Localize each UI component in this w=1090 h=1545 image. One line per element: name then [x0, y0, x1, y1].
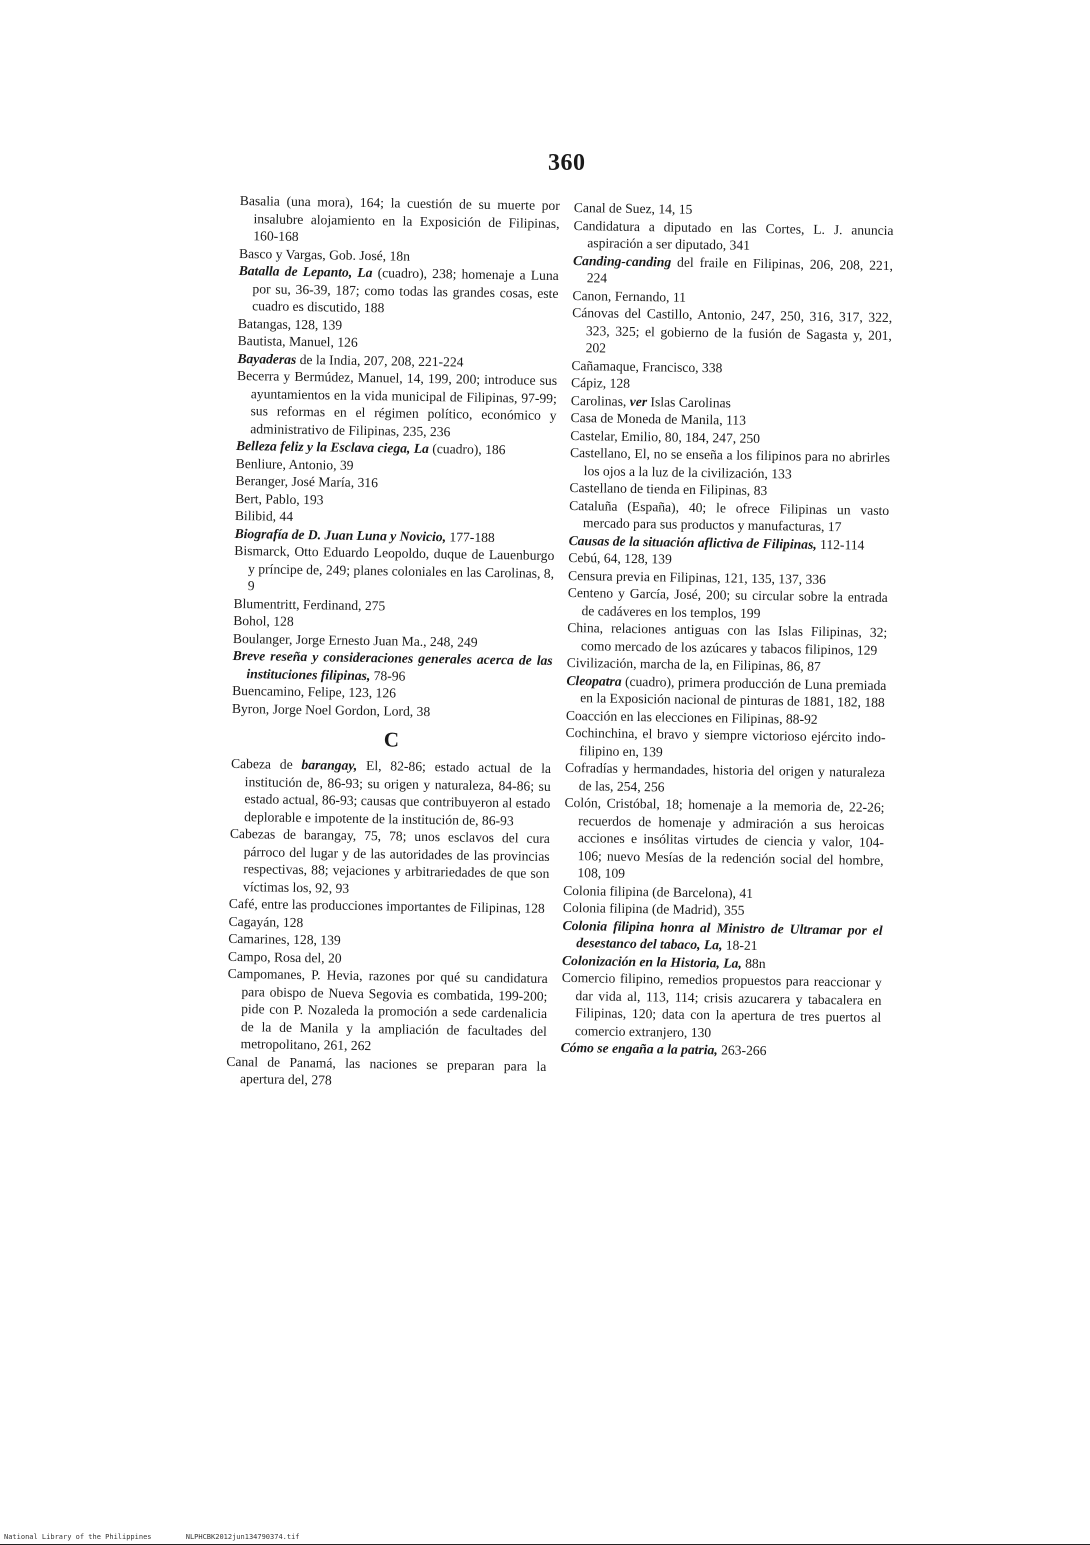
entry-text: Centeno y García, José, 200; su circular sobre la entrada de cadáveres en los templos, 199 — [567, 584, 888, 621]
entry-text: Bert, Pablo, 193 — [235, 490, 324, 507]
index-entry — [573, 216, 894, 256]
index-entry — [570, 444, 891, 484]
index-entry — [565, 724, 886, 764]
index-entry — [238, 262, 559, 320]
entry-text: Censura previa en Filipinas, 121, 135, 137, 336 — [567, 567, 827, 587]
entry-title-italic: Bayaderas — [237, 350, 297, 367]
entry-text: Café, entre las producciones importantes de Filipinas, 128 — [228, 895, 545, 916]
entry-italic-term: ver — [629, 393, 648, 409]
index-column-right — [561, 199, 894, 1061]
entry-title-italic: Batalla de Lepanto, La — [238, 262, 373, 281]
entry-text: Comercio filipino, remedios propuestos para reaccionar y dar vida al, 113, 114; crisis azucarera y tabacalera en Filipinas, 120; data con la apertura de tres puertos al comercio extranjero, 130 — [561, 969, 882, 1040]
entry-title-italic: Colonización en la Historia, La, — [561, 952, 742, 971]
entry-text: Buencamino, Felipe, 123, 126 — [232, 682, 397, 701]
entry-text: del fraile en Filipinas, 206, 208, 221, 224 — [586, 254, 894, 286]
entry-text: 177-188 — [445, 528, 495, 545]
entry-text: Cánovas del Castillo, Antonio, 247, 250, 316, 317, 322, 323, 325; el gobierno de la fusión de Sagasta y, 201, 202 — [572, 304, 893, 356]
entry-text: Canal de Panamá, las naciones se preparan para la apertura del, 278 — [226, 1053, 547, 1088]
entry-text: Benliure, Antonio, 39 — [235, 455, 354, 473]
entry-text: Boulanger, Jorge Ernesto Juan Ma., 248, 249 — [232, 630, 478, 650]
entry-text: Bismarck, Otto Eduardo Leopoldo, duque de Lauenburgo y príncipe de, 249; planes coloniales en las Carolinas, 8, 9 — [234, 542, 555, 594]
index-entry — [232, 647, 553, 687]
entry-text: Batangas, 128, 139 — [237, 315, 343, 333]
index-entry — [226, 1052, 547, 1092]
entry-text: Basco y Vargas, Gob. José, 18n — [238, 245, 411, 264]
entry-text: 112-114 — [816, 536, 865, 553]
entry-text: (cuadro), 186 — [428, 440, 506, 458]
index-entry — [569, 496, 890, 536]
entry-text: Cataluña (España), 40; le ofrece Filipinas un vasto mercado para sus productos y manufacturas, 17 — [569, 497, 890, 535]
entry-text: Colonia filipina (de Madrid), 355 — [562, 899, 745, 918]
entry-text: Canon, Fernando, 11 — [572, 287, 687, 305]
entry-text: Cápiz, 128 — [570, 374, 631, 391]
section-letter-heading: C — [383, 727, 400, 752]
footer-library: National Library of the Philippines — [4, 1533, 152, 1541]
index-entry — [567, 619, 888, 659]
index-entry — [561, 1039, 881, 1062]
entry-text: (cuadro), 238; homenaje a Luna por su, 36-39, 187; como todas las grandes cosas, este cuadro es discutido, 188 — [252, 265, 559, 316]
entry-text: Civilización, marcha de la, en Filipinas, 86, 87 — [566, 654, 821, 674]
entry-italic-term: barangay, — [301, 757, 358, 773]
entry-text: Cofradías y hermandades, historia del origen y naturaleza de las, 254, 256 — [564, 759, 886, 794]
index-entry — [232, 699, 552, 722]
entry-text: Bohol, 128 — [233, 612, 294, 629]
entry-text: Cañamaque, Francisco, 338 — [571, 357, 723, 375]
entry-text-continued: El, 82-86; estado actual de la institución de, 86-93; su origen y naturaleza, 84-86; su estado actual, 86-93; causas que contribuyeron al estado deplorable e impotente de la institución de, 86-93 — [244, 757, 552, 828]
entry-title-italic: Belleza feliz y la Esclava ciega, La — [235, 437, 430, 456]
entry-text: 88n — [741, 955, 766, 971]
index-entry — [563, 794, 884, 887]
index-entry — [230, 755, 551, 830]
entry-text: Castelar, Emilio, 80, 184, 247, 250 — [570, 427, 761, 446]
entry-text: Campomanes, P. Hevia, razones por qué su candidatura para obispo de Nueva Segovia es combatida, 199-200; pide con P. Nozaleda la promoción a sede cardenalicia de la de Manila y la ampliación de facultades del metropolitano, 261, 262 — [227, 965, 548, 1054]
entry-text: Carolinas, — [570, 392, 630, 409]
entry-title-italic: Breve reseña y consideraciones generales acerca de las instituciones filipinas, — [232, 647, 553, 683]
entry-text: Candidatura a diputado en las Cortes, L. J. anuncia aspiración a ser diputado, 341 — [573, 217, 894, 253]
entry-title-italic: Colonia filipina honra al Ministro de Ultramar por el desestanco del tabaco, La, — [562, 917, 883, 953]
entry-text: Castellano de tienda en Filipinas, 83 — [569, 479, 768, 499]
entry-text: Cebú, 64, 128, 139 — [568, 549, 672, 567]
entry-text: Basalia (una mora), 164; la cuestión de su muerte por insalubre alojamiento en la Exposición de Filipinas, 160-168 — [239, 192, 560, 244]
entry-title-italic: Causas de la situación aflictiva de Filipinas, — [568, 532, 817, 552]
index-entry — [239, 192, 560, 250]
index-column-left — [226, 192, 560, 1092]
index-entry — [566, 671, 887, 711]
index-entry — [572, 304, 893, 362]
entry-text: Colonia filipina (de Barcelona), 41 — [563, 882, 754, 901]
entry-text: 263-266 — [717, 1042, 767, 1059]
entry-text: Cabezas de barangay, 75, 78; unos esclavos del cura párroco del lugar y de las autoridades de las provincias respectivas, 88; vejaciones y arbitrariedades de que son víctimas los, 92, 93 — [229, 825, 551, 896]
index-entry — [567, 584, 888, 624]
page-number: 360 — [548, 150, 586, 176]
entry-text: Canal de Suez, 14, 15 — [573, 199, 693, 217]
entry-text: Beranger, José María, 316 — [235, 472, 379, 491]
entry-text: Blumentritt, Ferdinand, 275 — [233, 595, 386, 613]
index-entry — [573, 251, 894, 291]
footer-scan-info — [4, 1533, 330, 1541]
entry-text: Coacción en las elecciones en Filipinas, 88-92 — [565, 707, 818, 727]
entry-text: Camarines, 128, 139 — [228, 930, 341, 948]
entry-title-italic: Cleopatra — [566, 672, 622, 689]
entry-text: Becerra y Bermúdez, Manuel, 14, 199, 200; introduce sus ayuntamientos en la vida municipal de Filipinas, 97-99; sus reformas en el régimen político, económico y administrativo de Filipinas, 235, 236 — [236, 367, 558, 439]
entry-text: 18-21 — [722, 937, 758, 953]
entry-text: Colón, Cristóbal, 18; homenaje a la memoria de, 22-26; recuerdos de homenaje y admiración a sus heroicas acciones e insólitas virtudes de ciencia y valor, 104-106; nuevo Mesías de la redención social del hombre, 108, 109 — [564, 794, 885, 881]
entry-text: (cuadro), primera producción de Luna premiada en la Exposición nacional de pinturas de 1881, 182, 188 — [580, 673, 887, 710]
index-entry — [561, 969, 882, 1044]
index-entry — [234, 542, 555, 600]
index-entry — [229, 825, 550, 900]
entry-title-italic: Biografía de D. Juan Luna y Novicio, — [234, 525, 447, 544]
entry-text: Cochinchina, el bravo y siempre victorioso ejército indo-filipino en, 139 — [565, 724, 886, 759]
entry-text-continued: Islas Carolinas — [646, 393, 732, 410]
index-entry — [236, 367, 557, 442]
entry-title-italic: Canding-canding — [572, 252, 672, 270]
index-entry — [565, 759, 886, 799]
entry-text: Campo, Rosa del, 20 — [227, 948, 342, 966]
entry-text: Castellano, El, no se enseña a los filipinos para no abrirles los ojos a la luz de la civilización, 133 — [569, 444, 891, 481]
entry-text: Cabeza de — [230, 755, 302, 773]
entry-text: Bilibid, 44 — [234, 507, 294, 524]
entry-text: Bautista, Manuel, 126 — [237, 332, 358, 350]
entry-text: Casa de Moneda de Manila, 113 — [570, 409, 747, 428]
entry-text: China, relaciones antiguas con las Islas Filipinas, 32; como mercado de los azúcares y tabacos filipinos, 129 — [567, 619, 888, 658]
footer-code: NLPHCBK2012jun134790374.tif — [185, 1533, 300, 1541]
entry-text: 78-96 — [370, 667, 406, 684]
entry-text: Cagayán, 128 — [228, 913, 304, 930]
index-entry — [562, 916, 883, 956]
index-entry — [226, 965, 547, 1058]
entry-text: de la India, 207, 208, 221-224 — [296, 351, 464, 370]
entry-title-italic: Cómo se engaña a la patria, — [560, 1039, 718, 1058]
entry-text: Byron, Jorge Noel Gordon, Lord, 38 — [231, 700, 431, 719]
